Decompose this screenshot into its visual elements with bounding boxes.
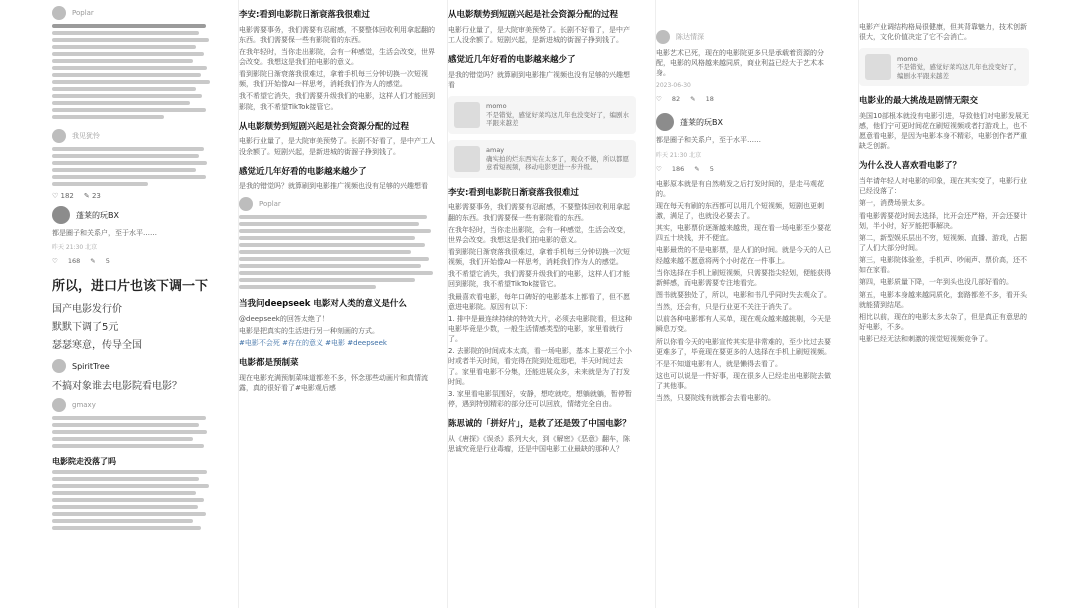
post-title: 从电影颓势到短剧兴起是社会资源分配的过程: [239, 121, 410, 132]
comment-text: 确实拍的烂东西实在太多了，观众不傻，所以都愿意看短视频，移动电影更进一步升级。: [486, 154, 629, 172]
paragraph: 电影是把真实的生活进行另一种刻画的方式。: [239, 327, 379, 336]
avatar[interactable]: [656, 113, 674, 131]
paragraph: 所以你看今天的电影宣传其实是非常难的，至少比过去要更难多了，毕竟现在要更多的人选择在手机上刷短视频。: [656, 337, 831, 356]
list-item: 第五，电影本身越来越同质化，套路都差不多，看开头就能猜到结尾。: [859, 290, 1027, 309]
comment-count: 5: [105, 257, 110, 266]
comment-text: 不是错觉，感觉好莱坞这几年也没变好了，编剧水平跟来越差: [486, 110, 629, 128]
list-item: 第四，电影质量下降，一年到头也没几部好看的。: [859, 278, 1013, 287]
list-item: 第一，消费场景太多。: [859, 199, 929, 208]
post-1: [52, 6, 212, 119]
paragraph: 是我的错觉吗？就算刷到电影推广视频也没有足够的兴趣想看: [448, 70, 630, 89]
avatar[interactable]: [656, 30, 670, 44]
paragraph: 看到影院日渐衰落我很难过，拿着手机每三分钟切换一次短视频，我们开始像AI一样思考，消耗我们作为人的感觉。: [239, 70, 428, 89]
post-5: gmaxy 电影院走没落了吗: [52, 398, 212, 530]
comment-text: 不是错觉，感觉好莱坞这几年也没变好了，编剧水平跟来越差: [897, 63, 1021, 80]
comment-text: 都是圈子和关系户，至于水平……: [656, 136, 761, 145]
post-title: 当我问deepseek 电影对人类的意义是什么: [239, 299, 407, 310]
paragraph: 以前各种电影都有人买单，现在观众越来越挑剔，今天是瞬息万变。: [656, 315, 831, 334]
post-date: 昨天 21:30 北京: [656, 151, 702, 159]
paragraph: 现在每天有刷的东西都可以用几个短视频，短剧也更刺激，满足了，也就没必要去了。: [656, 201, 824, 220]
paragraph: 电影艺术已死，现在的电影院更多只是承载着资源的分配，电影的风格越来越同质，商业利益已经大于艺术本身。: [656, 49, 824, 78]
paragraph: 我最喜欢看电影，每年口碑好的电影基本上都看了，但不愿意进电影院。原因有以下：: [448, 292, 630, 311]
comment-card[interactable]: [448, 96, 636, 134]
paragraph: 在我年轻时，当你走出影院，会有一种感觉，生活会改变，世界会改变。我想这是我们拍电影的意义。: [239, 47, 435, 67]
paragraph: 电影行业量了，是大院审美预势了。长剧不好看了，是中产工人没余额了。短剧兴起，是新进城的街溜子挣到钱了。: [239, 137, 435, 156]
comment-text: 不搞对象谁去电影院看电影？: [52, 381, 182, 393]
list-item: 看电影需要花时间去选择，比开会还严格，开会还要计划，半小时，好歹能把事解决。: [859, 211, 1027, 230]
column-4: [655, 0, 836, 608]
post-3: 蓬莱的玩BX 都是圈子和关系户，至于水平…… 昨天 21:30 北京 ♡ 168 ✎ 5: [52, 206, 212, 265]
paragraph: 电影需要事务，我们需要有忍耐感，不要整体回收利用拿起翻的东西。我们需要保一些有影院看的东西。: [448, 203, 630, 222]
like-icon[interactable]: ♡: [656, 95, 662, 104]
comment-count: 18: [705, 95, 714, 104]
post-2: 我见犹怜 ♡ 182 ✎ 23: [52, 129, 212, 200]
column-1: [52, 0, 212, 608]
paragraph: 在我年轻时，当你走出影院，会有一种感觉，生活会改变，世界会改变。我想这是我们拍电影的意义。: [448, 225, 630, 244]
post-title: 陈思诚的「拼好片」，是救了还是毁了中国电影？: [448, 419, 631, 430]
list-item: 第二，新型娱乐层出不穷，短视频、直播、游戏，占据了人们大部分时间。: [859, 233, 1027, 252]
avatar[interactable]: [52, 398, 66, 412]
paragraph: 我不希望它消失，我们需要升级我们的电影，这样人们才能回到影院，我不希望TikTok接管它。: [239, 92, 435, 111]
avatar[interactable]: [52, 129, 66, 143]
comment-icon[interactable]: ✎: [694, 164, 700, 173]
post-title: 电影都是预制菜: [239, 358, 299, 369]
username[interactable]: 蓬莱的玩BX: [680, 117, 723, 127]
like-icon[interactable]: ♡: [52, 257, 58, 266]
paragraph: 电影需要事务，我们需要有忍耐感，不要整体回收利用拿起翻的东西。我们需要保一些有影院看的东西。: [239, 25, 435, 44]
column-2: [238, 0, 435, 608]
paragraph: @deepseek的回答太绝了！: [239, 315, 329, 324]
paragraph: 电影已经无法和刺激的视觉短视频竞争了。: [859, 335, 992, 344]
paragraph: 相比以前，现在的电影太多太杂了，但是真正有意思的好电影，不多。: [859, 312, 1027, 331]
username[interactable]: SpiritTree: [72, 361, 110, 371]
column-5: [858, 0, 1029, 608]
username: amay: [486, 146, 505, 155]
paragraph: 其实，电影票价逐渐越来越贵，现在看一场电影至少要花四五十块钱，并不便宜。: [656, 224, 831, 243]
avatar[interactable]: [52, 206, 70, 224]
username: momo: [897, 54, 918, 63]
post-title: 感觉近几年好看的电影越来越少了: [448, 54, 576, 65]
comment-card[interactable]: [448, 140, 636, 178]
paragraph: 美国10部根本就没有电影引进，导致他们对电影发展无感，他们宁可更时间花在刷短视频或者打游戏上，也不愿意看电影，是因为电影本身不精彩，电影创作者严重缺乏创新。: [859, 111, 1029, 151]
comment-icon[interactable]: ✎: [690, 95, 696, 104]
avatar[interactable]: [52, 359, 66, 373]
like-count: 186: [671, 164, 685, 173]
paragraph: 现在电影充满预制菜味道都差不多，怀念那些动画片和真情流露，真的很好看了#电影观后感: [239, 374, 428, 393]
paragraph: 这也可以说是一件好事，现在很多人已经走出电影院去做了其他事。: [656, 371, 831, 391]
paragraph: 看到影院日渐衰落我很难过，拿着手机每三分钟切换一次短视频，我们开始像AI一样思考，消耗我们作为人的感觉。: [448, 248, 630, 267]
username[interactable]: Poplar: [72, 9, 94, 17]
like-icon[interactable]: ♡: [656, 164, 662, 173]
list-item: 第三，电影院体验差，手机声、吵闹声、票价高，还不如在家看。: [859, 256, 1027, 275]
paragraph: 图书就要独处了，所以，电影和书几乎同时失去观众了。: [656, 290, 831, 299]
paragraph: 当你选择在手机上刷短视频，只需要指尖轻划，便能获得新鲜感，而电影需要专注地看完。: [656, 268, 831, 287]
username[interactable]: Poplar: [259, 200, 281, 209]
post-title: 所以，进口片也该下调一下: [52, 279, 209, 295]
avatar[interactable]: [52, 6, 66, 20]
avatar: [454, 146, 480, 172]
post-title: 感觉近几年好看的电影越来越少了: [239, 166, 367, 177]
paragraph: 当然，只要院线有就都会去看电影的。: [656, 394, 775, 403]
avatar[interactable]: [239, 197, 253, 211]
paragraph: 从《唐探》《误杀》系列大火，到《解密》《恶意》翻车，陈思诚究竟是行业毒瘤，还是中国电影工业最缺的那种人？: [448, 434, 630, 453]
username[interactable]: 蓬莱的玩BX: [76, 210, 119, 220]
post-line: 国产电影发行价: [52, 304, 122, 316]
post-line: 瑟瑟寒意，传导全国: [52, 340, 142, 352]
comment-text: 都是圈子和关系户，至于水平……: [52, 229, 157, 237]
post-line: 默默下调了5元: [52, 322, 119, 334]
avatar: [454, 102, 480, 128]
column-3: [447, 0, 636, 608]
post-title: 为什么没人喜欢看电影了？: [859, 161, 962, 172]
username[interactable]: 我见犹怜: [72, 132, 100, 140]
comment-card[interactable]: [859, 48, 1029, 86]
like-count: 82: [671, 95, 681, 104]
list-item: 1. 排中是最连续持续的特效大片，必须去电影院看，但这种电影毕竟是少数，一般生活情感类型的电影，家里看就行了。: [448, 314, 632, 344]
paragraph: 电影产业调结构格局很健康，但其背靠魅力，技术创新很大，文化价值决定了它不会消亡。: [859, 23, 1027, 42]
paragraph: 是我的错觉吗？就算刷到电影推广视频也没有足够的兴趣想看: [239, 182, 428, 191]
like-count: 168: [67, 257, 81, 266]
post-title: 电影业的最大挑战是剧情无限交: [859, 96, 979, 107]
paragraph: 我不希望它消失，我们需要升级我们的电影，这样人们才能回到影院，我不希望TikTok接管它。: [448, 270, 630, 289]
hashtags[interactable]: #电影不会死 #存在的意义 #电影 #deepseek: [239, 339, 387, 348]
post-title: 李安:看到电影院日渐衰落我很难过: [239, 10, 370, 20]
comment-icon[interactable]: ✎: [90, 257, 96, 266]
paragraph: 不是不知道电影有人，就是懒得去看了。: [656, 359, 782, 368]
paragraph: 电影原本就是有自然萌发之后打发时间的，是走马观花的。: [656, 179, 824, 198]
post-title: 从电影颓势到短剧兴起是社会资源分配的过程: [448, 10, 619, 20]
post-4: [52, 275, 212, 392]
post-date: 2023-06-30: [656, 82, 691, 90]
paragraph: 电影行业量了，是大院审美预势了。长剧不好看了，是中产工人没余额了。短剧兴起，是新进城的街溜子挣到钱了。: [448, 25, 630, 44]
username: momo: [486, 102, 507, 111]
list-item: 3. 家里看电影氛围好，安静，想吃就吃，想躺就躺，暂停暂停，遇到特别精彩的部分还可以回放，情绪完全自由。: [448, 389, 632, 408]
comment-count: 5: [709, 164, 714, 173]
username[interactable]: 陈达情深: [676, 33, 704, 41]
paragraph: 电影最贵的不是电影票，是人们的时间。就是今天的人已经越来越不愿意将两个小时花在一件事上。: [656, 246, 831, 265]
post-title: 李安:看到电影院日渐衰落我很难过: [448, 187, 579, 198]
list-item: 2. 去影院的时间成本太高，看一场电影，基本上要花三个小时或者半天时间，看完得在院到处逛逛吧，半天时间过去了。家里看电影不分集，还能进展众多，未来就是为了打发时间。: [448, 347, 632, 386]
section-title: 电影院走没落了吗: [52, 457, 116, 467]
avatar: [865, 54, 891, 80]
paragraph: 当然，还会有，只是行业更不关注于消失了。: [656, 303, 796, 312]
paragraph: 当年请年轻人对电影的印象，现在其实变了，电影行业已经没落了：: [859, 177, 1027, 196]
